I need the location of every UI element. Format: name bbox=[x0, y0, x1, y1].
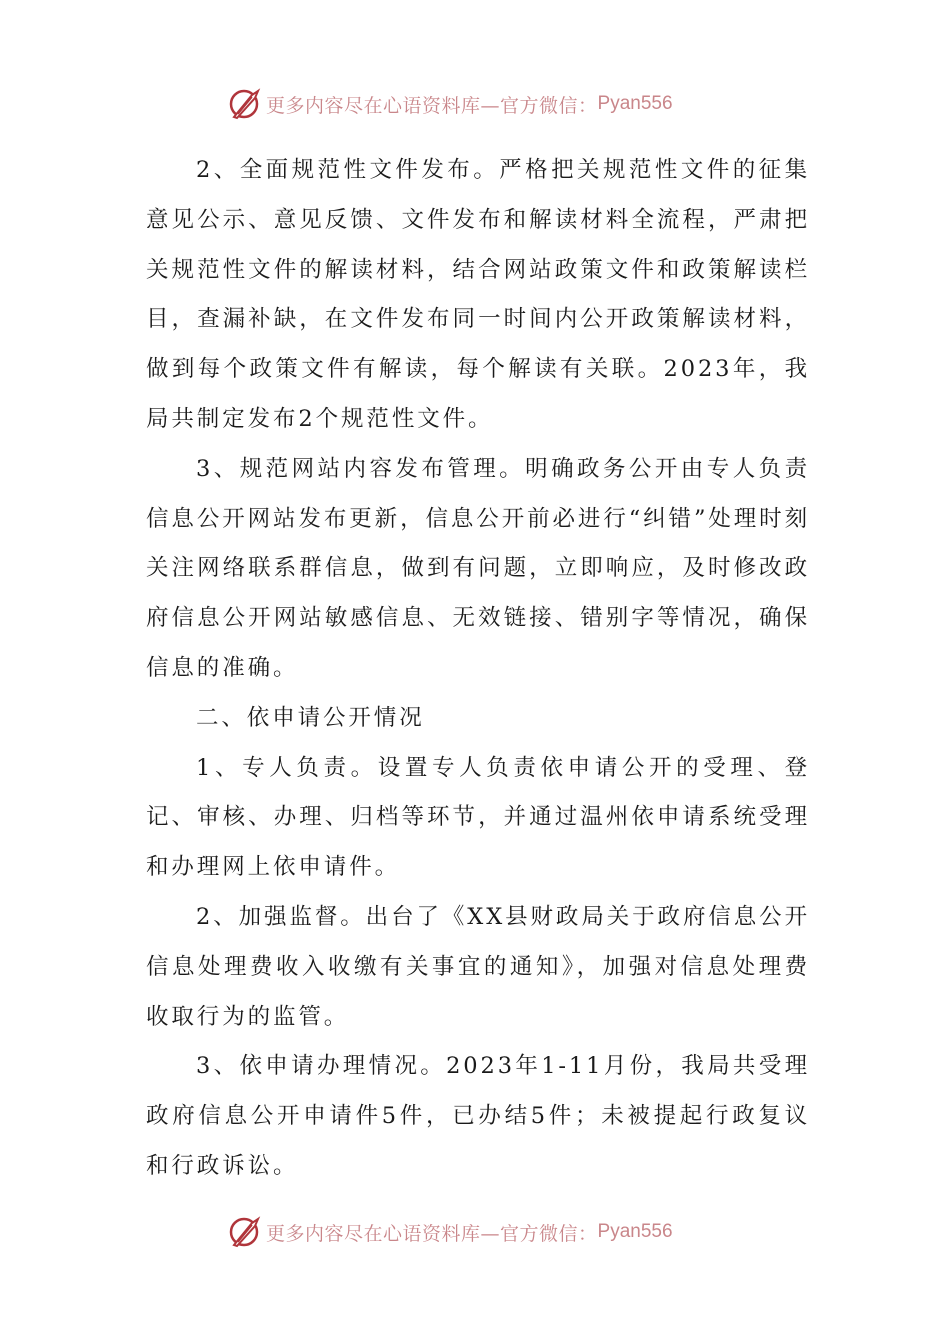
footer-banner-text: 更多内容尽在心语资料库—官方微信： bbox=[266, 1222, 598, 1245]
paragraph-1: 2、全面规范性文件发布。严格把关规范性文件的征集意见公示、意见反馈、文件发布和解读材料全流程，严肃把关规范性文件的解读材料，结合网站政策文件和政策解读栏目，查漏补缺，在文件发布同一时间内公开政策解读材料，做到每个政策文件有解读，每个解读有关联。2023年，我局共制定发布2个规范性文件。 bbox=[146, 157, 810, 432]
header-wechat-id: Pyan556 bbox=[597, 93, 673, 114]
document-body bbox=[146, 146, 810, 1192]
paragraph-2: 3、规范网站内容发布管理。明确政务公开由专人负责信息公开网站发布更新，信息公开前必进行“纠错”处理时刻关注网络联系群信息，做到有问题，立即响应，及时修改政府信息公开网站敏感信息、无效链接、错别字等情况，确保信息的准确。 bbox=[146, 455, 810, 681]
section-heading: 二、依申请公开情况 bbox=[196, 704, 425, 731]
footer-banner bbox=[228, 1212, 748, 1252]
header-banner-text: 更多内容尽在心语资料库—官方微信： bbox=[266, 94, 598, 117]
quill-pen-logo-icon bbox=[228, 1215, 262, 1249]
paragraph-5: 3、依申请办理情况。2023年1-11月份，我局共受理政府信息公开申请件5件，已办结5件；未被提起行政复议和行政诉讼。 bbox=[146, 1053, 810, 1179]
paragraph-4: 2、加强监督。出台了《XX县财政局关于政府信息公开信息处理费收入收缴有关事宜的通知》，加强对信息处理费收取行为的监管。 bbox=[146, 903, 810, 1030]
quill-pen-logo-icon bbox=[228, 87, 262, 121]
paragraph-3: 1、专人负责。设置专人负责依申请公开的受理、登记、审核、办理、归档等环节，并通过温州依申请系统受理和办理网上依申请件。 bbox=[146, 754, 810, 881]
header-banner bbox=[228, 84, 748, 124]
footer-wechat-id: Pyan556 bbox=[597, 1221, 673, 1242]
